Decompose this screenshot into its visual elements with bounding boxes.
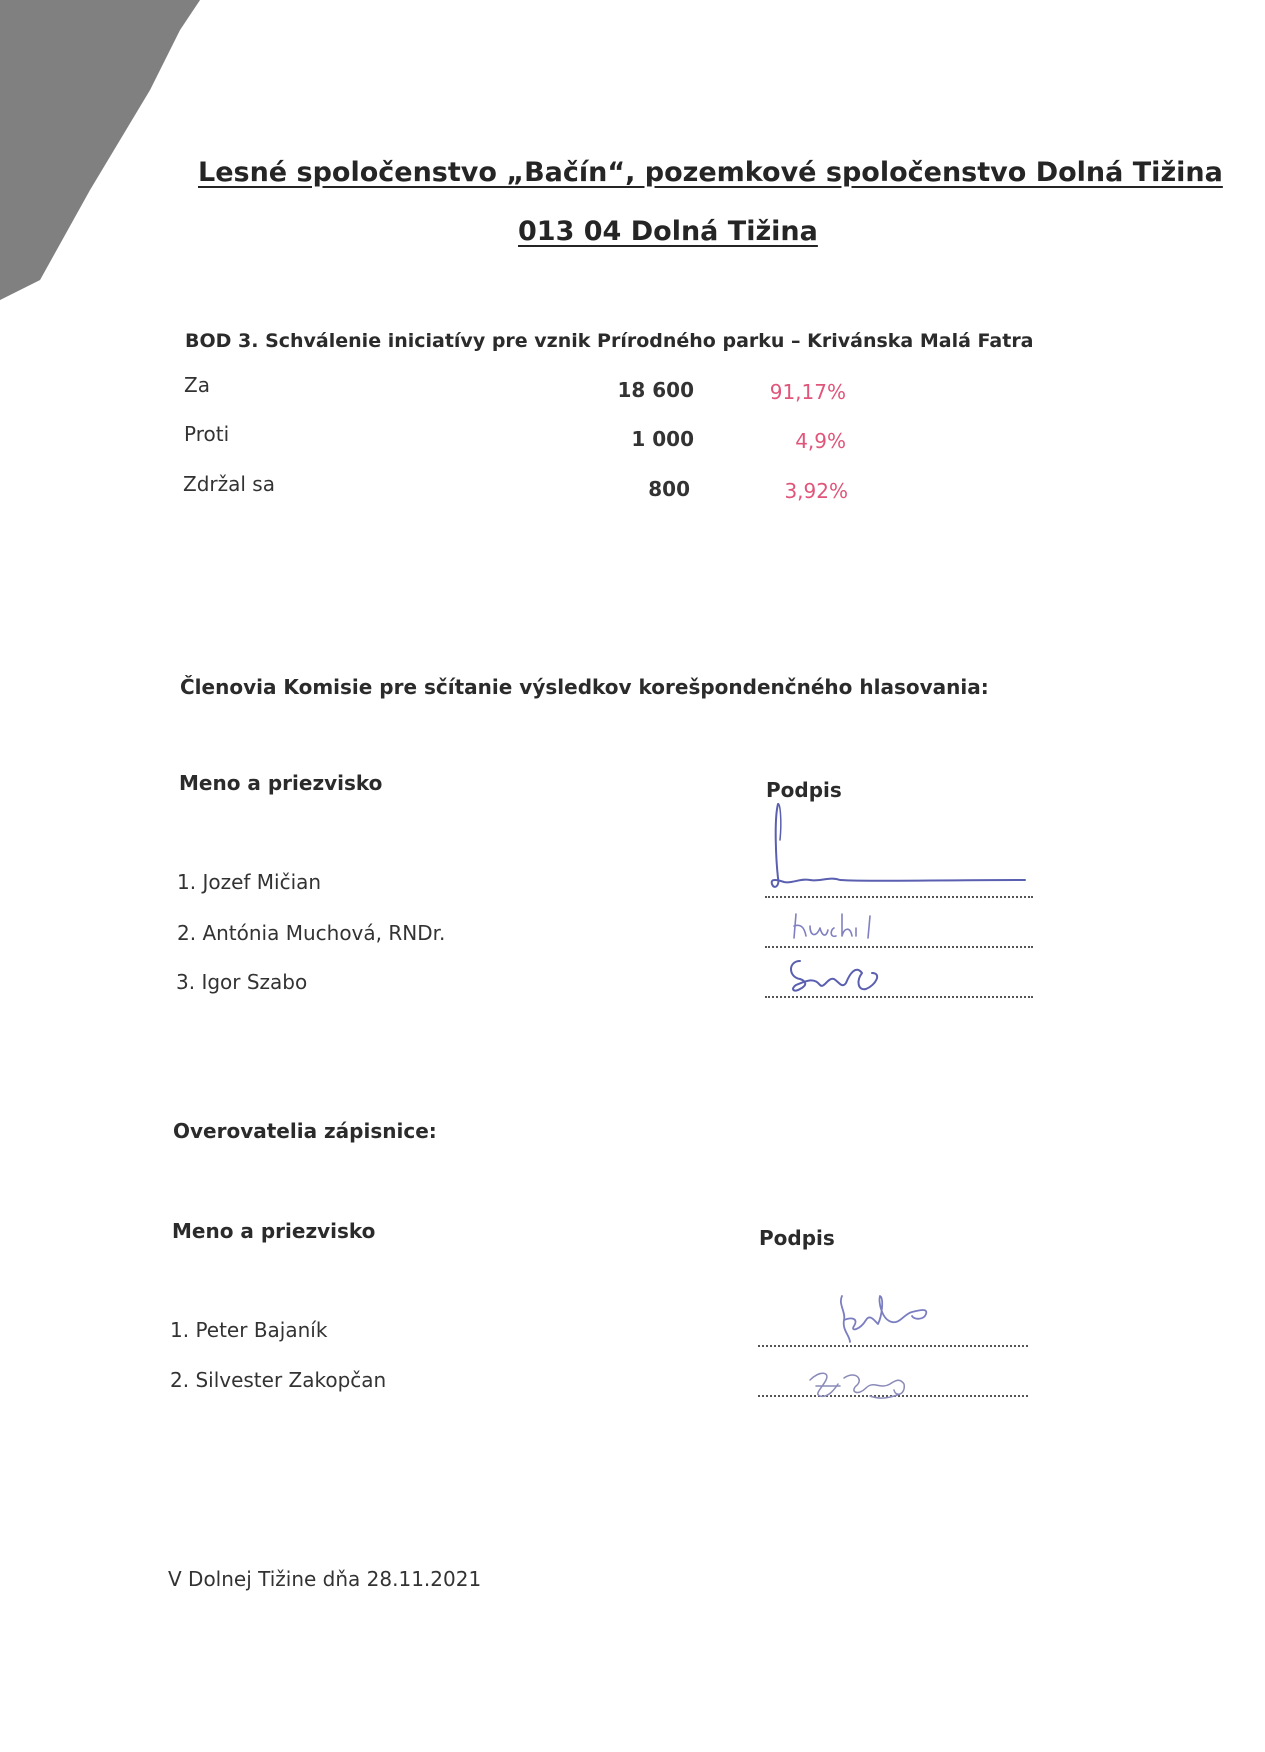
vote-row-count: 18 600: [617, 378, 694, 402]
vote-row-label: Za: [184, 373, 210, 397]
vote-heading: BOD 3. Schválenie iniciatívy pre vznik Prírodného parku – Krivánska Malá Fatra: [185, 330, 1034, 352]
commission-signature-header: Podpis: [766, 778, 842, 802]
commission-heading: Členovia Komisie pre sčítanie výsledkov korešpondenčného hlasovania:: [180, 675, 989, 699]
commission-name-header: Meno a priezvisko: [179, 771, 383, 795]
handwritten-signature: [820, 1290, 980, 1350]
vote-row-percent: 91,17%: [769, 380, 846, 404]
handwritten-signature: [770, 800, 1030, 895]
vote-row-percent: 4,9%: [795, 429, 846, 453]
commission-member: 1. Jozef Mičian: [177, 870, 322, 894]
document-title: Lesné spoločenstvo „Bačín“, pozemkové spoločenstvo Dolná Tižina: [198, 157, 1223, 188]
handwritten-signature: [790, 908, 910, 948]
document-address: 013 04 Dolná Tižina: [518, 216, 818, 247]
commission-member: 3. Igor Szabo: [176, 970, 308, 994]
verifiers-name-header: Meno a priezvisko: [172, 1219, 376, 1243]
vote-row-label: Proti: [184, 422, 230, 446]
vote-row-percent: 3,92%: [784, 479, 848, 503]
vote-row-label: Zdržal sa: [183, 472, 275, 496]
handwritten-signature: [800, 1350, 950, 1405]
vote-row-count: 1 000: [631, 427, 694, 451]
commission-member: 2. Antónia Muchová, RNDr.: [177, 921, 446, 945]
handwritten-signature: [786, 955, 916, 1000]
verifiers-heading: Overovatelia zápisnice:: [173, 1119, 437, 1143]
signature-line: [765, 896, 1033, 898]
verifier-member: 1. Peter Bajaník: [170, 1318, 328, 1342]
verifiers-signature-header: Podpis: [759, 1226, 835, 1250]
vote-row-count: 800: [648, 477, 690, 501]
place-date: V Dolnej Tižine dňa 28.11.2021: [168, 1567, 482, 1591]
verifier-member: 2. Silvester Zakopčan: [170, 1368, 387, 1392]
